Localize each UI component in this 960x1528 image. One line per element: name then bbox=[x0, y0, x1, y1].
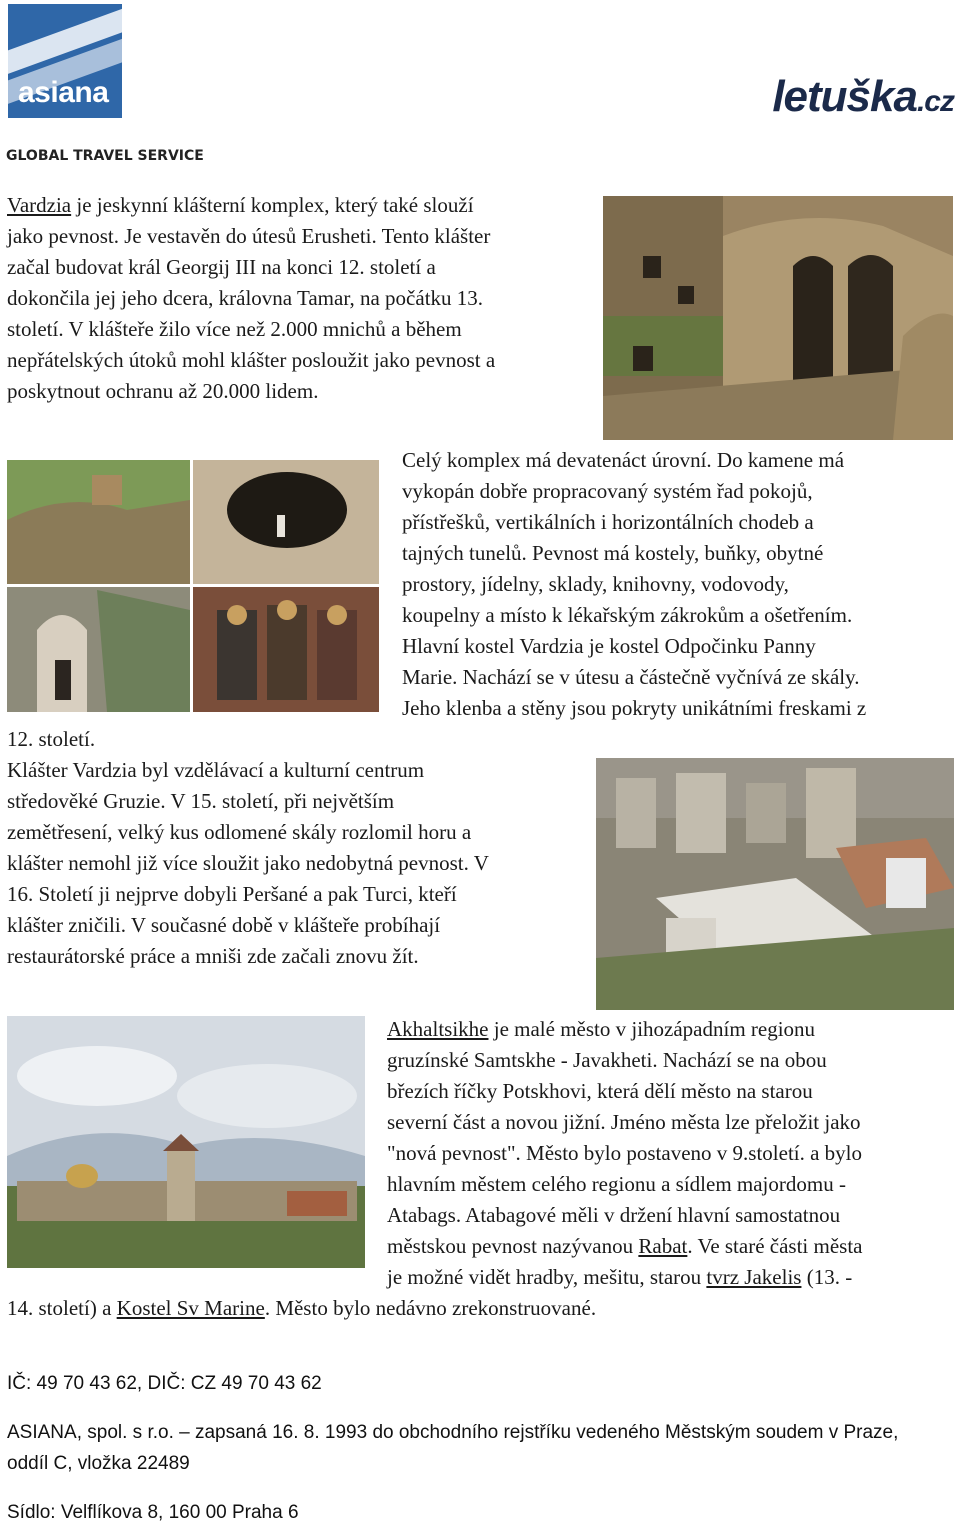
paragraph-line: severní část a novou jižní. Jméno města lze přeložit jako bbox=[387, 1110, 861, 1134]
paragraph-line: (13. - bbox=[801, 1265, 853, 1289]
paragraph-line: městskou pevnost nazývanou bbox=[387, 1234, 639, 1258]
paragraph-line: Klášter Vardzia byl vzdělávací a kulturní centrum bbox=[7, 758, 425, 782]
tagline: GLOBAL TRAVEL SERVICE bbox=[6, 148, 204, 164]
vardzia-collage-photo bbox=[7, 460, 379, 712]
akhaltsikhe-fortress-photo bbox=[7, 1016, 365, 1268]
paragraph-line: Celý komplex má devatenáct úrovní. Do kamene má bbox=[402, 448, 845, 472]
vardzia-cave-photo bbox=[603, 196, 953, 440]
paragraph-line: je jeskynní klášterní komplex, který také slouží bbox=[71, 193, 474, 217]
vardzia-levels-paragraph bbox=[402, 445, 957, 724]
rabat-fortress-aerial-photo bbox=[596, 758, 954, 1010]
paragraph-line: je malé město v jihozápadním regionu bbox=[488, 1017, 816, 1041]
paragraph-line: Marie. Nachází se v útesu a částečně vyčnívá ze skály. bbox=[402, 665, 860, 689]
paragraph-line: koupelny a místo k lékařským zákrokům a ošetřením. bbox=[402, 603, 853, 627]
paragraph-line: březích říčky Potskhovi, která dělí město na starou bbox=[387, 1079, 813, 1103]
vardzia-intro-paragraph bbox=[7, 190, 592, 407]
paragraph-line: klášter nemohl již více sloužit jako nedobytná pevnost. V bbox=[7, 851, 489, 875]
paragraph-line: vykopán dobře propracovaný systém řad pokojů, bbox=[402, 479, 813, 503]
letuska-logo-text: letuška bbox=[772, 72, 917, 121]
marine-church-link[interactable]: Kostel Sv Marine bbox=[116, 1296, 265, 1320]
vardzia-link[interactable]: Vardzia bbox=[7, 193, 72, 217]
akhaltsikhe-paragraph-tail bbox=[7, 1293, 596, 1324]
paragraph-line: gruzínské Samtskhe - Javakheti. Nachází se na obou bbox=[387, 1048, 827, 1072]
paragraph-line: poskytnout ochranu až 20.000 lidem. bbox=[7, 379, 319, 403]
paragraph-line: . Město bylo nedávno zrekonstruované. bbox=[264, 1296, 597, 1320]
letuska-logo bbox=[772, 72, 954, 122]
paragraph-line: 16. Století ji nejprve dobyli Peršané a pak Turci, kteří bbox=[7, 882, 457, 906]
company-id: IČ: 49 70 43 62, DIČ: CZ 49 70 43 62 bbox=[7, 1373, 322, 1394]
paragraph-line: 14. století) a bbox=[7, 1296, 117, 1320]
paragraph-line: středověké Gruzie. V 15. století, při největším bbox=[7, 789, 395, 813]
paragraph-line: restaurátorské práce a mniši zde začali znovu žít. bbox=[7, 944, 419, 968]
paragraph-line: začal budovat král Georgij III na konci 12. století a bbox=[7, 255, 436, 279]
registration-info bbox=[7, 1417, 957, 1479]
paragraph-line: tajných tunelů. Pevnost má kostely, buňky, obytné bbox=[402, 541, 824, 565]
paragraph-line: Jeho klenba a stěny jsou pokryty unikátními freskami z bbox=[402, 696, 867, 720]
akhaltsikhe-link[interactable]: Akhaltsikhe bbox=[387, 1017, 489, 1041]
paragraph-line: Hlavní kostel Vardzia je kostel Odpočinku Panny bbox=[402, 634, 816, 658]
paragraph-line: hlavním městem celého regionu a sídlem majordomu - bbox=[387, 1172, 846, 1196]
paragraph-line: je možné vidět hradby, mešitu, starou bbox=[387, 1265, 707, 1289]
paragraph-line: přístřešků, vertikálních i horizontálních chodeb a bbox=[402, 510, 814, 534]
registration-line: ASIANA, spol. s r.o. – zapsaná 16. 8. 1993 do obchodního rejstříku vedeného Městským soudem v Praze, bbox=[7, 1422, 899, 1443]
akhaltsikhe-paragraph bbox=[387, 1014, 952, 1293]
registration-line: oddíl C, vložka 22489 bbox=[7, 1453, 190, 1474]
paragraph-line: zemětřesení, velký kus odlomené skály rozlomil horu a bbox=[7, 820, 472, 844]
paragraph-line: 12. století. bbox=[7, 727, 96, 751]
asiana-logo bbox=[8, 4, 122, 118]
paragraph-line: Atabags. Atabagové měli v držení hlavní samostatnou bbox=[387, 1203, 841, 1227]
jakelis-link[interactable]: tvrz Jakelis bbox=[706, 1265, 802, 1289]
paragraph-line: klášter zničili. V současné době v klášteře probíhají bbox=[7, 913, 441, 937]
letuska-logo-tld: .cz bbox=[916, 85, 954, 118]
paragraph-line: prostory, jídelny, sklady, knihovny, vodovody, bbox=[402, 572, 789, 596]
paragraph-line: dokončila jej jeho dcera, královna Tamar, na počátku 13. bbox=[7, 286, 484, 310]
paragraph-line: jako pevnost. Je vestavěn do útesů Erusheti. Tento klášter bbox=[7, 224, 491, 248]
rabat-link[interactable]: Rabat bbox=[638, 1234, 688, 1258]
paragraph-line: . Ve staré části města bbox=[687, 1234, 863, 1258]
paragraph-line: "nová pevnost". Město bylo postaveno v 9.století. a bylo bbox=[387, 1141, 863, 1165]
paragraph-line: století. V klášteře žilo více než 2.000 mnichů a během bbox=[7, 317, 462, 341]
paragraph-line: nepřátelských útoků mohl klášter posloužit jako pevnost a bbox=[7, 348, 496, 372]
asiana-logo-text: asiana bbox=[18, 76, 109, 109]
company-address: Sídlo: Velflíkova 8, 160 00 Praha 6 bbox=[7, 1502, 299, 1523]
vardzia-history-paragraph bbox=[7, 755, 592, 972]
